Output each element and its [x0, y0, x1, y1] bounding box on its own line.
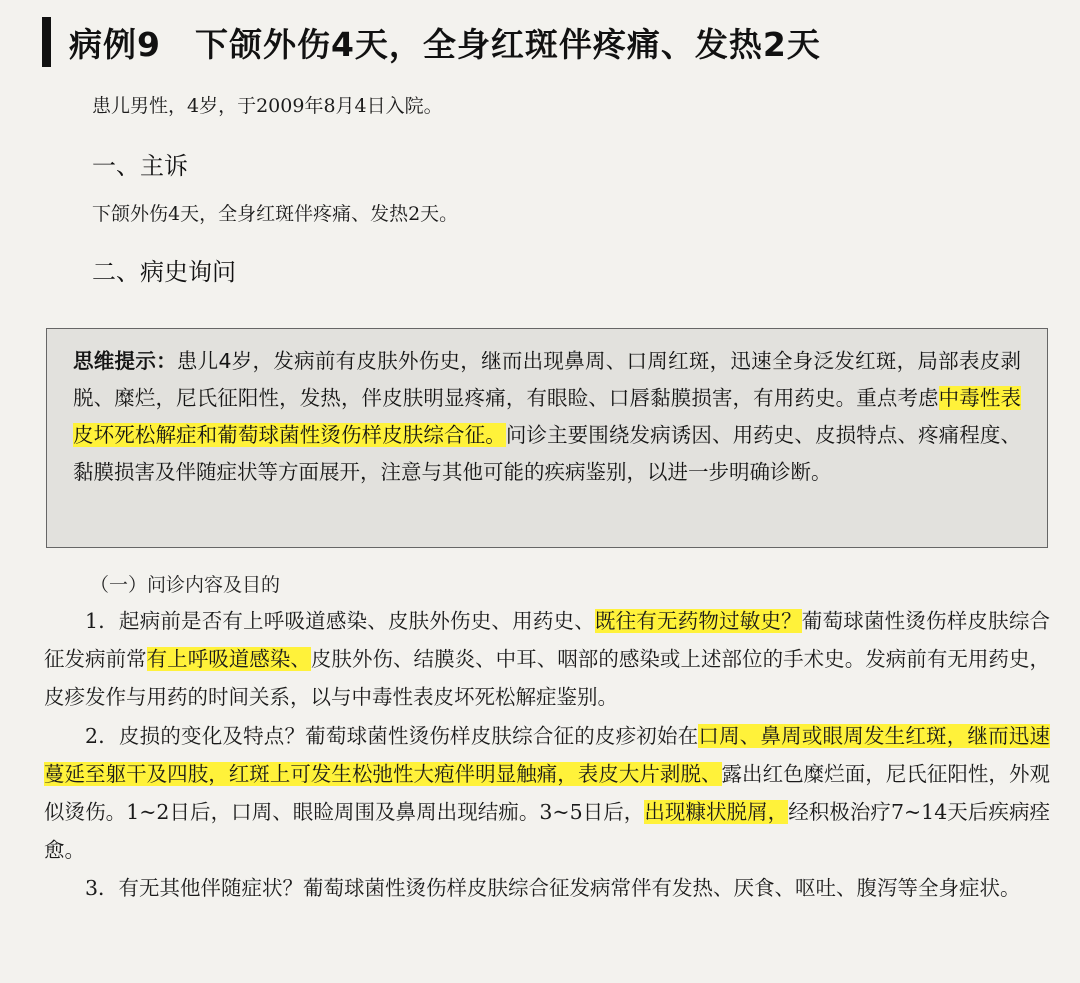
item-1-text: 1．起病前是否有上呼吸道感染、皮肤外伤史、用药史、 [85, 609, 595, 633]
subsection-heading: （一）问诊内容及目的 [90, 574, 281, 596]
item-1-text-3: 皮肤外伤、结膜炎、中耳、咽部的感染或上述部位的手术史。发病前有无用药史，皮疹发作与用药的时间关系，以与中毒性表皮坏死松解症鉴别。 [44, 647, 1050, 710]
item-2-text: 2．皮损的变化及特点？葡萄球菌性烫伤样皮肤综合征的皮疹初始在 [85, 723, 699, 748]
item-1-highlight-2: 有上呼吸道感染、 [146, 647, 311, 672]
chief-complaint-text: 下颌外伤4天，全身红斑伴疼痛、发热2天。 [92, 203, 459, 225]
inquiry-items [44, 602, 1050, 908]
inquiry-item-2 [44, 717, 1050, 870]
hint-highlight: 中毒性表皮坏死松解症和葡萄球菌性烫伤样皮肤综合征。 [73, 386, 1022, 447]
item-2-text-2: 露出红色糜烂面，尼氏征阳性，外观似烫伤。1~2日后，口周、眼睑周围及鼻周出现结痂。3~5日后， [44, 761, 1050, 825]
hint-label: 思维提示： [73, 349, 177, 373]
inquiry-item-1 [44, 602, 1050, 717]
title-bar-decoration [42, 17, 51, 67]
thinking-hint-box [46, 328, 1048, 548]
hint-text: 患儿4岁，发病前有皮肤外伤史，继而出现鼻周、口周红斑，迅速全身泛发红斑，局部表皮剥脱、糜烂，尼氏征阳性，发热，伴皮肤明显疼痛，有眼睑、口唇黏膜损害，有用药史。重点考虑 [73, 349, 1022, 410]
item-2-highlight-2: 出现糠状脱屑， [644, 800, 789, 825]
case-title-text: 病例9 下颌外伤4天，全身红斑伴疼痛、发热2天 [69, 24, 821, 64]
hint-text-after: 问诊主要围绕发病诱因、用药史、皮损特点、疼痛程度、黏膜损害及伴随症状等方面展开，注意与其他可能的疾病鉴别，以进一步明确诊断。 [73, 423, 1022, 484]
patient-info: 患儿男性，4岁，于2009年8月4日入院。 [92, 95, 443, 117]
item-1-text-2: 葡萄球菌性烫伤样皮肤综合征发病前常 [44, 609, 1051, 672]
item-2-highlight-1: 口周、鼻周或眼周发生红斑，继而迅速蔓延至躯干及四肢，红斑上可发生松弛性大疱伴明显触痛，表皮大片剥脱、 [44, 723, 1051, 786]
section-chief-complaint-heading: 一、主诉 [92, 152, 188, 180]
item-2-text-3: 经积极治疗7~14天后疾病痊愈。 [44, 800, 1050, 863]
section-history-heading: 二、病史询问 [92, 258, 236, 286]
case-title [42, 14, 1042, 70]
inquiry-item-3: 3．有无其他伴随症状？葡萄球菌性烫伤样皮肤综合征发病常伴有发热、厌食、呕吐、腹泻等全身症状。 [85, 876, 1021, 901]
item-1-highlight-1: 既往有无药物过敏史？ [594, 609, 802, 633]
